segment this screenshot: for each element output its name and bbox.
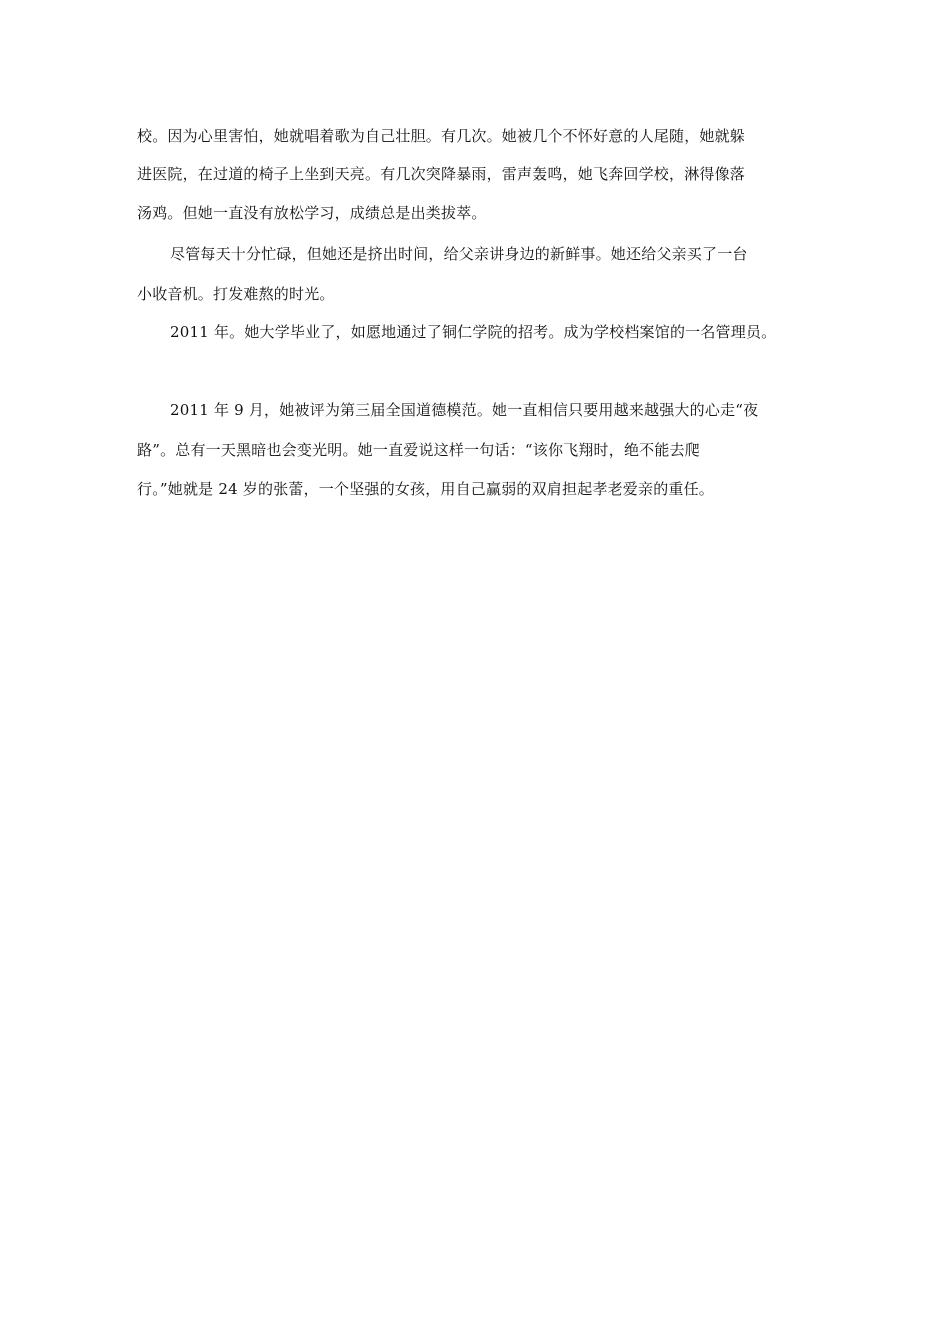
paragraph-4-line-2: 路”。总有一天黑暗也会变光明。她一直爱说这样一句话：“该你飞翔时，绝不能去爬 xyxy=(137,441,700,459)
paragraph-2-line-2: 小收音机。打发难熬的时光。 xyxy=(137,285,335,303)
paragraph-1-line-1: 校。因为心里害怕，她就唱着歌为自己壮胆。有几次。她被几个不怀好意的人尾随，她就躲 xyxy=(137,127,746,145)
paragraph-2-line-1: 尽管每天十分忙碌，但她还是挤出时间，给父亲讲身边的新鲜事。她还给父亲买了一台 xyxy=(170,245,748,263)
paragraph-3-line-1: 2011 年。她大学毕业了，如愿地通过了铜仁学院的招考。成为学校档案馆的一名管理员。 xyxy=(170,323,777,341)
paragraph-4-line-3: 行。”她就是 24 岁的张蕾，一个坚强的女孩，用自己赢弱的双肩担起孝老爱亲的重任。 xyxy=(137,480,714,498)
paragraph-1-line-3: 汤鸡。但她一直没有放松学习，成绩总是出类拔萃。 xyxy=(137,204,487,222)
paragraph-1-line-2: 进医院，在过道的椅子上坐到天亮。有几次突降暴雨，雷声轰鸣，她飞奔回学校，淋得像落 xyxy=(137,165,746,183)
paragraph-4-line-1: 2011 年 9 月，她被评为第三届全国道德模范。她一直相信只要用越来越强大的心走“夜 xyxy=(170,401,759,419)
